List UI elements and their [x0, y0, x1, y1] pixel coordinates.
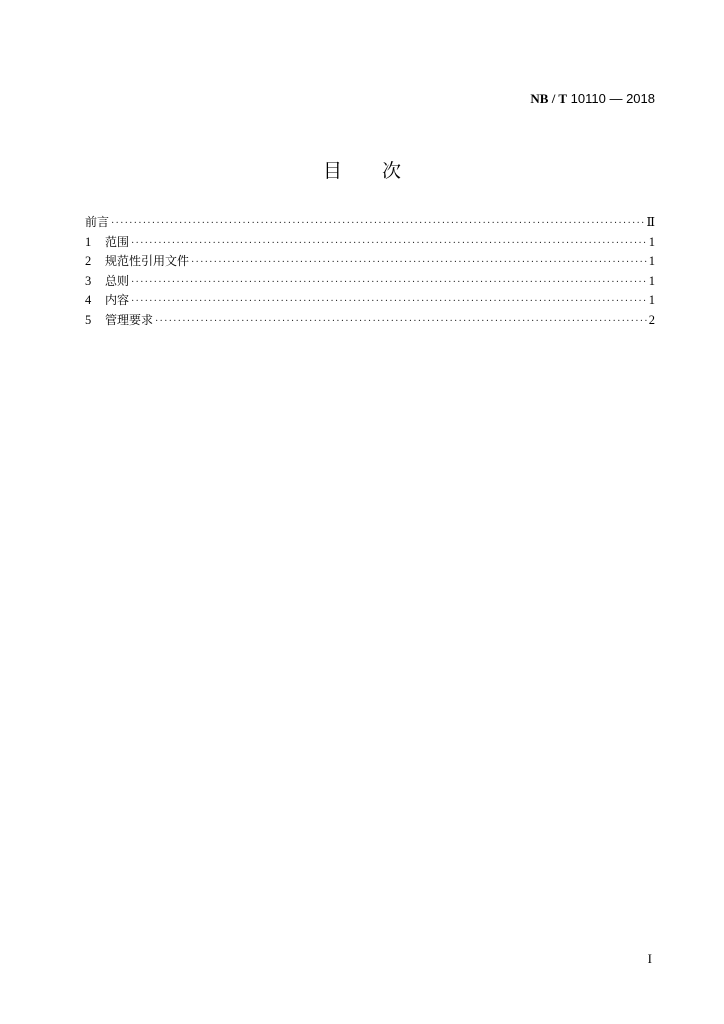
- toc-entry-scope[interactable]: [85, 233, 655, 253]
- toc-entry-label: 范围: [105, 234, 130, 249]
- toc-entry-page: 1: [648, 293, 655, 307]
- toc-entry-number: 2: [85, 254, 92, 268]
- page-number: I: [647, 951, 652, 966]
- toc-entry-page: Ⅱ: [646, 215, 655, 229]
- toc-entry-page: 1: [648, 254, 655, 268]
- toc-entry-label: 规范性引用文件: [105, 254, 190, 268]
- toc-entry-number: 4: [85, 293, 92, 307]
- toc-entry-management-requirements[interactable]: [85, 311, 655, 331]
- table-of-contents: [85, 213, 655, 330]
- document-code-prefix: NB / T: [530, 91, 568, 106]
- page-title: [0, 156, 724, 183]
- toc-entry-leader: [155, 312, 647, 332]
- toc-entry-label: 前言: [85, 215, 110, 229]
- toc-entry-label: 管理要求: [105, 312, 154, 327]
- toc-entry-number: 3: [85, 273, 92, 288]
- toc-entry-label: 总则: [105, 273, 130, 288]
- toc-entry-label: 内容: [105, 293, 130, 307]
- toc-entry-page: 2: [648, 312, 655, 327]
- toc-entry-leader: [131, 234, 647, 254]
- toc-entry-foreword[interactable]: [85, 213, 655, 233]
- toc-entry-leader: [131, 273, 647, 293]
- toc-entry-leader: [191, 253, 647, 273]
- toc-entry-number: 1: [85, 234, 92, 249]
- toc-entry-page: 1: [648, 273, 655, 288]
- toc-entry-leader: [131, 292, 647, 312]
- document-code: [530, 91, 655, 107]
- toc-entry-content[interactable]: [85, 291, 655, 311]
- toc-entry-normative-references[interactable]: [85, 252, 655, 272]
- toc-entry-page: 1: [648, 234, 655, 249]
- toc-entry-leader: [111, 214, 644, 234]
- document-code-number: 10110 — 2018: [570, 91, 655, 106]
- page-title-char-2: 次: [382, 160, 402, 182]
- toc-entry-general[interactable]: [85, 272, 655, 292]
- toc-entry-number: 5: [85, 312, 92, 327]
- page-title-char-1: 目: [322, 160, 342, 182]
